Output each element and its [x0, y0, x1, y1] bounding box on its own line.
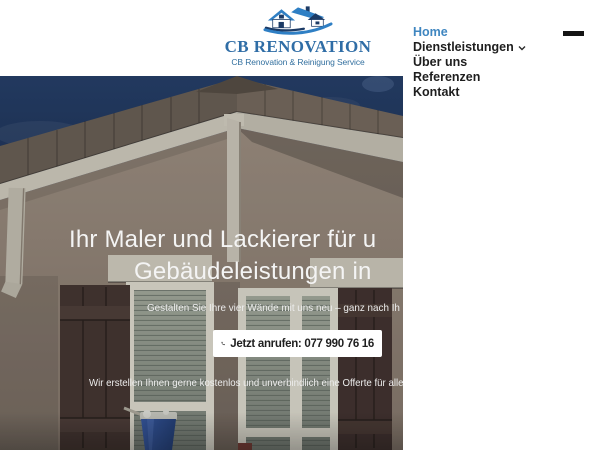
nav-item-referenzen[interactable] [413, 70, 526, 85]
nav-label: Über uns [413, 55, 468, 69]
nav-item-kontakt[interactable] [413, 85, 526, 100]
hero-title-line1: Ihr Maler und Lackierer für u [69, 226, 377, 253]
nav-label: Dienstleistungen [413, 40, 514, 54]
nav-item-dienstleistungen[interactable] [413, 40, 526, 55]
logo[interactable] [214, 3, 382, 67]
nav-label: Referenzen [413, 70, 481, 84]
menu-bar-icon[interactable] [563, 31, 584, 36]
nav-label: Kontakt [413, 85, 460, 99]
hero-title-line2: Gebäudeleistungen in [134, 258, 372, 285]
hero-subtitle: Gestalten Sie Ihre vier Wände mit uns neu – ganz nach Ih [147, 302, 400, 314]
main-nav [413, 25, 526, 100]
nav-item-ueber-uns[interactable] [413, 55, 526, 70]
call-button[interactable] [213, 330, 382, 357]
phone-icon [221, 338, 225, 349]
nav-label: Home [413, 25, 448, 39]
call-button-label: Jetzt anrufen: 077 990 76 16 [230, 337, 374, 350]
logo-title: CB RENOVATION [224, 37, 372, 56]
logo-tagline: CB Renovation & Reinigung Service [231, 57, 365, 67]
hero-note: Wir erstellen Ihnen gerne kostenlos und unverbindlich eine Offerte für alle [89, 377, 403, 389]
nav-item-home[interactable] [413, 25, 526, 40]
chevron-down-icon [518, 40, 526, 55]
hero-section [0, 76, 403, 450]
house-logo-icon [263, 3, 333, 37]
